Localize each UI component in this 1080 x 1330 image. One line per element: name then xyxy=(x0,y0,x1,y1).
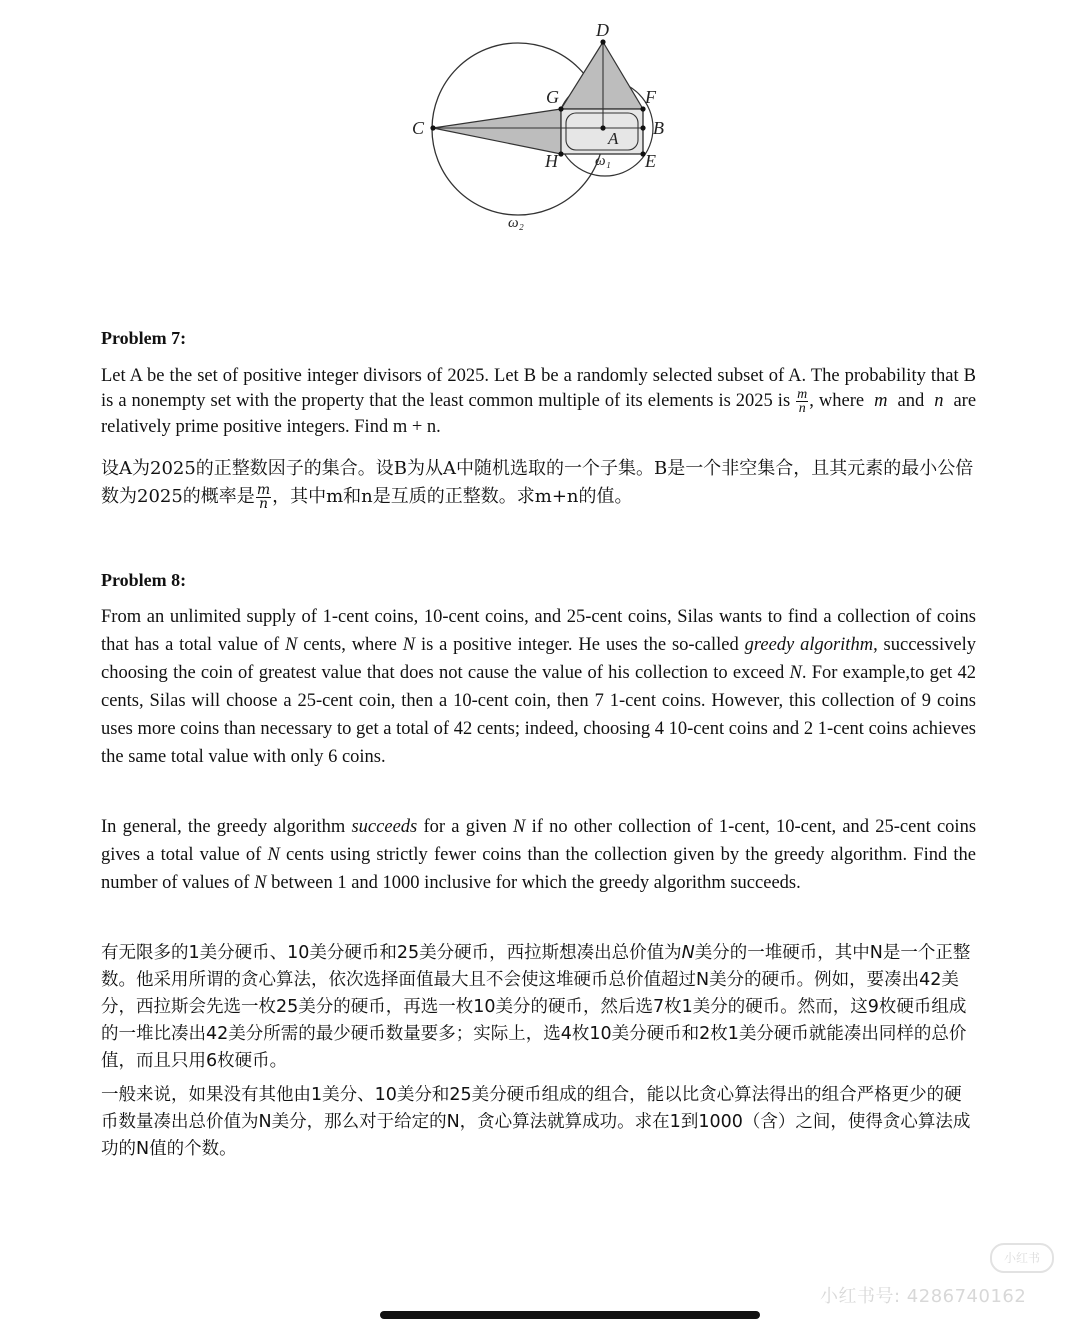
p8-en1-a: From an unlimited supply of 1-cent coins, 10-cent coins, and 25-cent coins, Silas wants to find a collection of coins that has a total value of xyxy=(101,607,976,655)
triangle-DGF xyxy=(561,42,643,109)
point-G xyxy=(558,106,563,111)
var-N: N xyxy=(513,817,526,837)
problem-7-en-tail: are relatively prime positive integers. Find m + n. xyxy=(101,390,977,437)
rectangle-EFGH xyxy=(561,109,643,154)
p8-en1-c: is a positive integer. He uses the so-called xyxy=(420,635,739,655)
frac-numerator-zh: m xyxy=(256,481,271,498)
p8-en1-b: cents, where xyxy=(303,635,397,655)
home-indicator[interactable] xyxy=(380,1311,760,1319)
label-omega2: ω₂ xyxy=(508,215,524,231)
frac-denominator: n xyxy=(798,401,806,416)
p8-en1-d: , successively choosing the coin of greatest value that does not cause the value of his collection to exceed xyxy=(101,635,977,683)
triangle-CGH xyxy=(433,109,561,154)
p8-en2-d: cents using strictly fewer coins than the collection given by the greedy algorithm. Find the number of values of xyxy=(101,845,976,893)
problem-7-en-and: and xyxy=(897,390,925,411)
problem-8-english-p2 xyxy=(101,813,976,897)
geometry-diagram xyxy=(390,14,690,244)
point-B xyxy=(640,125,645,130)
point-H xyxy=(558,151,563,156)
var-N: N xyxy=(285,635,298,655)
problem-7-english xyxy=(101,364,976,439)
watermark-id: 小红书号: 4286740162 xyxy=(820,1286,1027,1307)
label-C: C xyxy=(412,118,425,138)
p8-zh1-a: 有无限多的1美分硬币、10美分硬币和25美分硬币，西拉斯想凑出总价值为 xyxy=(101,943,682,963)
problem-8-chinese-p2: 一般来说，如果没有其他由1美分、10美分和25美分硬币组成的组合，能以比贪心算法得出的组合严格更少的硬币数量凑出总价值为N美分，那么对于给定的N，贪心算法就算成功。求在1到1000（含）之间，使得贪心算法成功的N值的个数。 xyxy=(101,1085,971,1159)
frac-numerator: m xyxy=(797,387,808,402)
label-B: B xyxy=(653,118,664,138)
var-N-zh: N xyxy=(681,943,695,963)
label-G: G xyxy=(546,87,559,107)
var-N: N xyxy=(267,845,280,865)
label-E: E xyxy=(645,151,656,171)
var-N: N xyxy=(254,873,267,893)
problem-8-chinese-p1 xyxy=(101,940,976,1075)
var-n: n xyxy=(934,390,944,411)
p8-zh1-b: 美分的一堆硬币，其中N是一个正整数。他采用所谓的贪心算法，依次选择面值最大且不会使这堆硬币总价值超过N美分的硬币。例如，要凑出42美分，西拉斯会先选一枚25美分的硬币，再选一枚10美分的硬币，然后选7枚1美分的硬币。然而，这9枚硬币组成的一堆比凑出42美分所需的最少硬币数量要多；实际上，选4枚10美分硬币和2枚1美分硬币就能凑出同样的总价值，而且只用6枚硬币。 xyxy=(101,943,971,1071)
point-D xyxy=(600,39,605,44)
geometry-figure xyxy=(390,14,690,244)
var-N: N xyxy=(789,663,802,683)
problem-7-en-text: Let A be the set of positive integer divisors of 2025. Let B be a randomly selected subset of A. The probability that B is a nonempty set with the property that the least common multiple of its elements is 2025 is xyxy=(101,366,976,411)
p8-en2-a: In general, the greedy algorithm xyxy=(101,817,346,837)
p8-en2-c: if no other collection of 1-cent, 10-cent, and 25-cent coins gives a total value of xyxy=(101,817,977,865)
label-F: F xyxy=(645,87,656,107)
watermark-logo: 小红书 xyxy=(990,1243,1054,1273)
label-A: A xyxy=(608,129,619,148)
point-C xyxy=(430,125,435,130)
term-succeeds: succeeds xyxy=(351,817,418,837)
point-A xyxy=(600,125,605,130)
label-H: H xyxy=(545,151,558,171)
var-N: N xyxy=(402,635,416,655)
var-m: m xyxy=(874,390,888,411)
p8-en1-e: . For example,to get 42 cents, Silas will choose a 25-cent coin, then a 10-cent coin, then 7 1-cent coins. However, this collection of 9 coins uses more coins than necessary to get a total of 42 cents; indeed, choosing 4 10-cent coins and 2 1-cent coins achieves the same total value with only 6 coins. xyxy=(101,663,976,767)
p8-en2-e: between 1 and 1000 inclusive for which the greedy algorithm succeeds. xyxy=(271,873,801,893)
problem-8-heading: Problem 8: xyxy=(101,570,187,590)
label-omega1: ω₁ xyxy=(595,153,611,169)
problem-7-heading: Problem 7: xyxy=(101,328,187,348)
point-F xyxy=(640,106,645,111)
fraction-m-over-n-zh xyxy=(256,481,271,512)
p8-en2-b: for a given xyxy=(423,817,507,837)
term-greedy-algorithm: greedy algorithm xyxy=(744,635,874,655)
problem-7-zh-text: 设A为2025的正整数因子的集合。设B为从A中随机选取的一个子集。B是一个非空集合，且其元素的最小公倍数为2025的概率是 xyxy=(101,458,974,507)
label-D: D xyxy=(596,20,609,40)
problem-7-chinese xyxy=(101,455,976,511)
frac-denominator-zh: n xyxy=(258,495,268,512)
problem-7-zh-tail: ，其中m和n是互质的正整数。求m+n的值。 xyxy=(272,486,633,507)
problem-7-en-where: , where xyxy=(809,390,865,411)
fraction-m-over-n xyxy=(796,388,808,415)
problem-8-english-p1 xyxy=(101,603,976,771)
